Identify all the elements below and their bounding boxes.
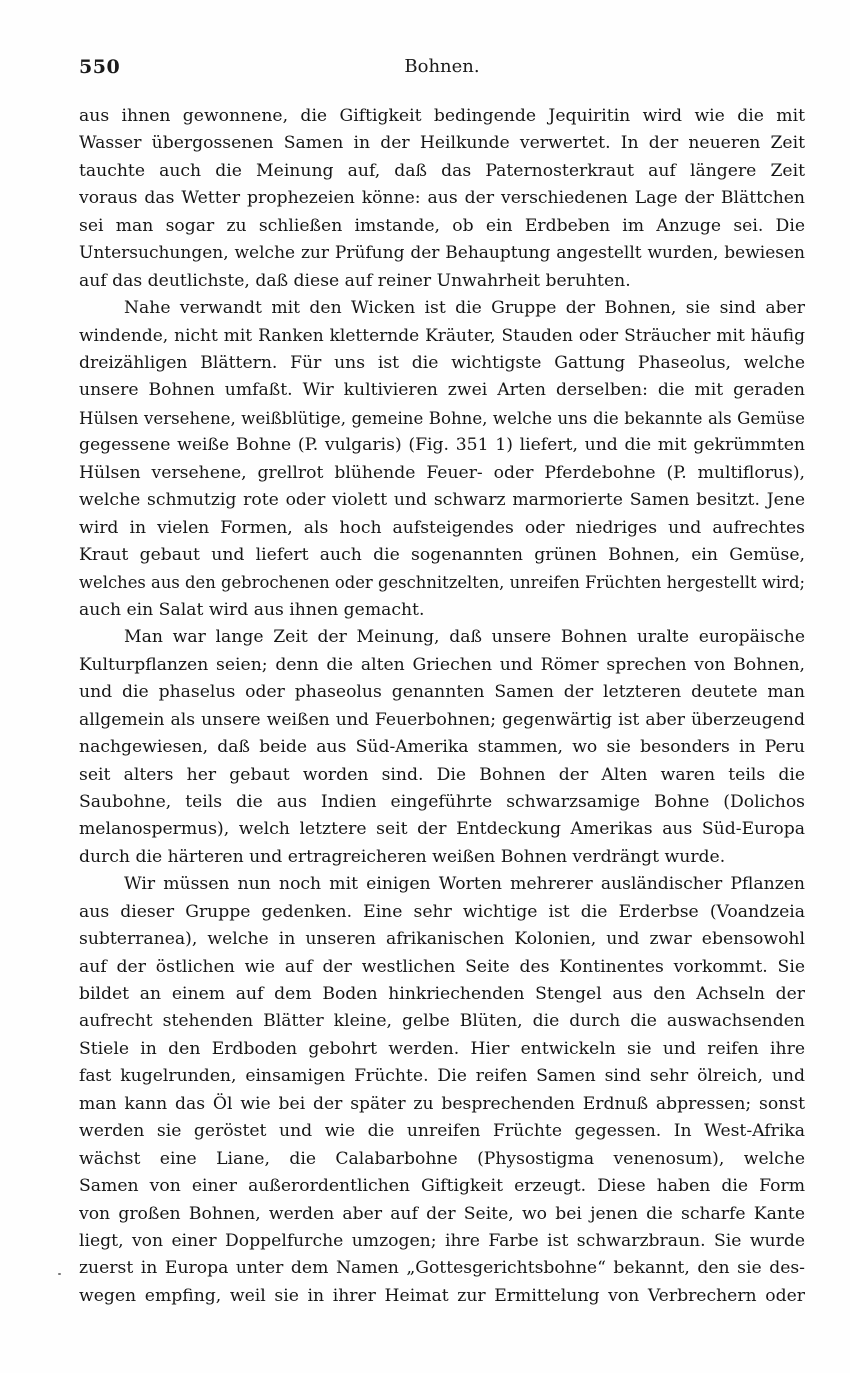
text-line: Kulturpflanzen seien; denn die alten Griechen und Römer sprechen von Bohnen,: [79, 654, 805, 675]
scan-speck: [58, 1273, 61, 1275]
text-line: aufrecht stehenden Blätter kleine, gelbe Blüten, die durch die auswachsenden: [79, 1011, 805, 1032]
text-line: aus dieser Gruppe gedenken. Eine sehr wichtige ist die Erderbse (Voandzeia: [79, 901, 805, 922]
text-line: allgemein als unsere weißen und Feuerbohnen; gegenwärtig ist aber überzeugend: [79, 709, 805, 730]
text-line: von großen Bohnen, werden aber auf der Seite, wo bei jenen die scharfe Kante: [79, 1203, 805, 1224]
text-line: Wasser übergossenen Samen in der Heilkunde verwertet. In der neueren Zeit: [79, 133, 805, 154]
page-number: 550: [79, 56, 121, 78]
text-line: unsere Bohnen umfaßt. Wir kultivieren zwei Arten derselben: die mit geraden: [79, 380, 805, 401]
text-line: auch ein Salat wird aus ihnen gemacht.: [79, 599, 425, 620]
text-line: wegen empfing, weil sie in ihrer Heimat zur Ermittelung von Verbrechern oder: [79, 1285, 805, 1306]
text-line: Nahe verwandt mit den Wicken ist die Gruppe der Bohnen, sie sind aber: [124, 298, 805, 319]
text-line: man kann das Öl wie bei der später zu besprechenden Erdnuß abpressen; sonst: [79, 1093, 805, 1114]
text-line: Samen von einer außerordentlichen Giftigkeit erzeugt. Diese haben die Form: [79, 1176, 805, 1197]
text-line: wächst eine Liane, die Calabarbohne (Physostigma venenosum), welche: [79, 1148, 805, 1169]
text-line: dreizähligen Blättern. Für uns ist die wichtigste Gattung Phaseolus, welche: [79, 352, 805, 373]
text-line: nachgewiesen, daß beide aus Süd-Amerika stammen, wo sie besonders in Peru: [79, 737, 805, 758]
text-line: windende, nicht mit Ranken kletternde Kräuter, Stauden oder Sträucher mit häufig: [79, 325, 805, 346]
text-line: durch die härteren und ertragreicheren weißen Bohnen verdrängt wurde.: [79, 846, 726, 867]
text-line: subterranea), welche in unseren afrikanischen Kolonien, und zwar ebensowohl: [79, 929, 805, 950]
text-line: Untersuchungen, welche zur Prüfung der Behauptung angestellt wurden, bewiesen: [79, 243, 805, 264]
text-line: melanospermus), welch letztere seit der Entdeckung Amerikas aus Süd-Europa: [79, 819, 805, 840]
text-line: Saubohne, teils die aus Indien eingeführte schwarzsamige Bohne (Dolichos: [79, 791, 805, 812]
text-line: liegt, von einer Doppelfurche umzogen; ihre Farbe ist schwarzbraun. Sie wurde: [79, 1230, 805, 1251]
page-header: [79, 56, 805, 84]
text-line: auf der östlichen wie auf der westlichen Seite des Kontinentes vorkommt. Sie: [79, 956, 805, 977]
text-line: aus ihnen gewonnene, die Giftigkeit bedingende Jequiritin wird wie die mit: [79, 106, 805, 126]
text-line: fast kugelrunden, einsamigen Früchte. Die reifen Samen sind sehr ölreich, und: [79, 1066, 805, 1087]
text-line: wird in vielen Formen, als hoch aufsteigendes oder niedriges und aufrechtes: [79, 517, 805, 538]
text-line: Hülsen versehene, grellrot blühende Feuer- oder Pferdebohne (P. multiflorus),: [79, 462, 805, 483]
text-line: Stiele in den Erdboden gebohrt werden. Hier entwickeln sie und reifen ihre: [79, 1038, 805, 1059]
body-text: [79, 103, 805, 1310]
running-head-title: Bohnen.: [404, 56, 480, 77]
text-line: welche schmutzig rote oder violett und schwarz marmorierte Samen besitzt. Jene: [79, 490, 805, 511]
text-line: sei man sogar zu schließen imstande, ob ein Erdbeben im Anzuge sei. Die: [79, 215, 805, 236]
text-line: gegessene weiße Bohne (P. vulgaris) (Fig. 351 1) liefert, und die mit gekrümmten: [79, 435, 805, 456]
text-line: seit alters her gebaut worden sind. Die Bohnen der Alten waren teils die: [79, 764, 805, 785]
text-line: zuerst in Europa unter dem Namen „Gottesgerichtsbohne“ bekannt, den sie des-: [79, 1258, 805, 1279]
text-line: und die phaselus oder phaseolus genannten Samen der letzteren deutete man: [79, 682, 805, 703]
text-line: Man war lange Zeit der Meinung, daß unsere Bohnen uralte europäische: [124, 627, 805, 648]
text-line: tauchte auch die Meinung auf, daß das Paternosterkraut auf längere Zeit: [79, 160, 805, 181]
text-line: auf das deutlichste, daß diese auf reiner Unwahrheit beruhten.: [79, 270, 631, 291]
text-line: bildet an einem auf dem Boden hinkriechenden Stengel aus den Achseln der: [79, 984, 805, 1004]
text-line: Kraut gebaut und liefert auch die sogenannten grünen Bohnen, ein Gemüse,: [79, 545, 805, 565]
text-line: voraus das Wetter prophezeien könne: aus der verschiedenen Lage der Blättchen: [79, 188, 805, 209]
text-line: Wir müssen nun noch mit einigen Worten mehrerer ausländischer Pflanzen: [124, 874, 805, 895]
text-line: werden sie geröstet und wie die unreifen Früchte gegessen. In West-Afrika: [79, 1121, 805, 1142]
text-line: Hülsen versehene, weißblütige, gemeine Bohne, welche uns die bekannte als Gemüse: [79, 408, 805, 428]
text-line: welches aus den gebrochenen oder geschnitzelten, unreifen Früchten hergestellt wird;: [79, 573, 805, 593]
